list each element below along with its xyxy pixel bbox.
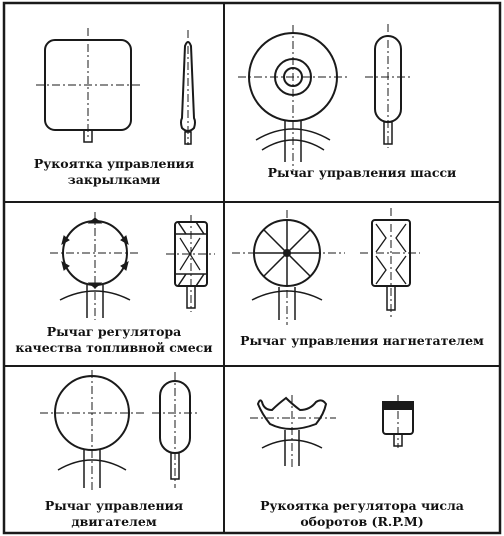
caption-flaps xyxy=(4,156,224,188)
diagram-frame xyxy=(4,3,500,533)
caption-line: оборотов (R.P.M) xyxy=(300,514,424,529)
caption-rpm xyxy=(224,498,500,530)
caption-line: Рычаг управления нагнетателем xyxy=(240,333,484,348)
supercharger-knob-front-view xyxy=(232,210,345,325)
caption-gear xyxy=(224,165,500,181)
caption-line: двигателем xyxy=(71,514,157,529)
engine-knob-front-view xyxy=(40,370,145,490)
supercharger-knob-side-view xyxy=(360,208,420,318)
gear-knob-front-view xyxy=(238,25,350,170)
flaps-knob-side-view xyxy=(181,30,195,145)
caption-line: Рычаг управления xyxy=(44,498,184,513)
mixture-knob-side-view xyxy=(166,215,215,312)
caption-line: качества топливной смеси xyxy=(15,340,213,355)
flaps-knob-front-view xyxy=(36,28,140,142)
caption-line: Рукоятка управления xyxy=(33,156,195,171)
caption-mixture xyxy=(4,324,224,356)
caption-engine xyxy=(4,498,224,530)
rpm-knob-front-view xyxy=(250,395,336,470)
mixture-knob-front-view xyxy=(50,212,140,320)
caption-supercharger xyxy=(224,333,500,349)
caption-line: Рычаг регулятора xyxy=(46,324,182,339)
caption-line: закрылками xyxy=(67,172,161,187)
gear-knob-side-view xyxy=(365,24,410,148)
rpm-knob-side-view xyxy=(383,395,413,448)
engine-knob-side-view xyxy=(152,372,198,488)
caption-line: Рычаг управления шасси xyxy=(267,165,457,180)
caption-line: Рукоятка регулятора числа xyxy=(260,498,464,513)
